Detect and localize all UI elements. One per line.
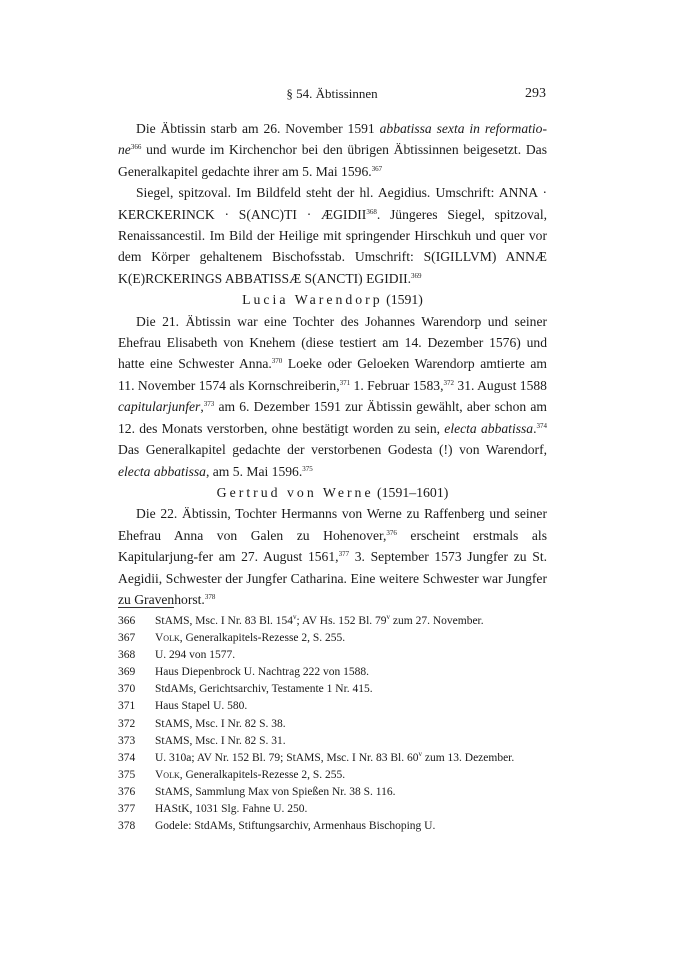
footnote-ref[interactable]: 373 <box>203 400 215 409</box>
section-heading-gertrud: Gertrud von Werne (1591–1601) <box>216 484 449 500</box>
footnote: 369 Haus Diepenbrock U. Nachtrag 222 von 1588. <box>118 666 369 679</box>
footnote: 374 U. 310a; AV Nr. 152 Bl. 79; StAMS, Msc. I Nr. 83 Bl. 60$^v$ zum 13. Dezember. <box>118 749 515 764</box>
footnote-ref[interactable]: 370 <box>271 357 283 366</box>
footnote: 372 StAMS, Msc. I Nr. 82 S. 38. <box>118 717 286 730</box>
footnote-ref[interactable]: 366 <box>130 143 142 152</box>
section-heading-lucia: Lucia Warendorp (1591) <box>242 292 423 308</box>
footnote: 368 U. 294 von 1577. <box>118 649 236 662</box>
footnote-ref[interactable]: 371 <box>339 378 351 387</box>
page-number: 293 <box>525 86 546 101</box>
footnote: 371 Haus Stapel U. 580. <box>118 700 248 713</box>
footnote: 378 Godele: StdAMs, Stiftungsarchiv, Armenhaus Bischoping U. <box>118 820 436 833</box>
running-head <box>118 86 546 104</box>
footnote-ref[interactable]: 377 <box>338 550 350 559</box>
footnote-ref[interactable]: 368 <box>366 207 377 216</box>
footnote: 367 Volk, Generalkapitels-Rezesse 2, S. 255. <box>118 632 346 645</box>
footnote-ref[interactable]: 369 <box>411 271 422 280</box>
footnotes <box>118 613 547 835</box>
footnote: 373 StAMS, Msc. I Nr. 82 S. 31. <box>118 734 286 747</box>
paragraph-gertrud: Die 22. Äbtissin, Tochter Hermanns von Werne zu Raffenberg und seiner Ehefrau Anna von Galen zu Hohenover,$^{376}$ erscheint erstmals als Kapitularjung-fer am 27. August 1561,$^{377}$ 3. September 1573 Jungfer zu St. Aegidii, Schwester der Jungfer Catharina. Eine weitere Schwester war Jungfer zu Gravenhorst.$^{378}$ <box>118 506 547 607</box>
paragraph-death: Die Äbtissin starb am 26. November 1591 abbatissa sexta in reformatio-$ne^{366}$ und wurde im Kirchenchor bei den übrigen Äbtissinnen beigesetzt. Das Generalkapitel gedachte ihrer am 5. Mai 1596.$^{367}$ <box>118 121 548 179</box>
footnote-ref[interactable]: 367 <box>371 164 383 173</box>
section-title: § 54. Äbtissinnen <box>286 86 378 101</box>
footnote-ref[interactable]: 376 <box>386 528 397 537</box>
footnote-ref[interactable]: 375 <box>302 464 313 473</box>
footnote-ref[interactable]: 374 <box>536 421 548 430</box>
footnote: 376 StAMS, Sammlung Max von Spießen Nr. 38 S. 116. <box>118 785 396 798</box>
footnote-divider <box>118 607 174 608</box>
footnote-ref[interactable]: 372 <box>443 378 454 387</box>
footnote: 377 HAStK, 1031 Slg. Fahne U. 250. <box>118 803 308 816</box>
paragraph-seal: Siegel, spitzoval. Im Bildfeld steht der hl. Aegidius. Umschrift: ANNA · KERCKERINCK · $S(ANC)TI \cdot ÆGIDII^{368}$. Jüngeres Siegel, spitzoval, Renaissancestil. Im Bild der Heilige mit springender Hirschkuh und quer vor dem Körper gehaltenem Bischofsstab. Umschrift: S(IGILLVM) ANNÆ K(E)RCKERINGS ABBATISSÆ S(ANCTI) EGIDII.$^{369}$ <box>118 185 548 286</box>
main-text <box>118 118 547 610</box>
footnote-ref[interactable]: 378 <box>204 592 216 601</box>
footnote: 366 StAMS, Msc. I Nr. 83 Bl. 154$^v$; AV Hs. 152 Bl. 79$^v$ zum 27. November. <box>118 613 484 627</box>
footnote: 375 Volk, Generalkapitels-Rezesse 2, S. 255. <box>118 768 346 781</box>
footnote: 370 StdAMs, Gerichtsarchiv, Testamente 1 Nr. 415. <box>118 683 373 696</box>
paragraph-lucia: Die 21. Äbtissin war eine Tochter des Johannes Warendorp und seiner Ehefrau Elisabeth von Knehem (diese testiert am 14. Dezember 1576) und hatte eine Schwester Anna.$^{370}$ Loeke oder Geloeken Warendorp amtierte am 11. November 1574 als Kornschreiberin,$^{371}$ 1. Februar 1583,$^{372}$ 31. August 1588 capitularjunfer,$^{373}$ am 6. Dezember 1591 zur Äbtissin gewählt, aber schon am 12. des Monats verstorben, ohne bestätigt worden zu sein, electa abbatissa.$^{374}$ Das Generalkapitel gedachte der verstorbenen Godesta (!) von Warendorf, electa abbatissa, am 5. Mai 1596.$^{375}$ <box>118 313 548 479</box>
